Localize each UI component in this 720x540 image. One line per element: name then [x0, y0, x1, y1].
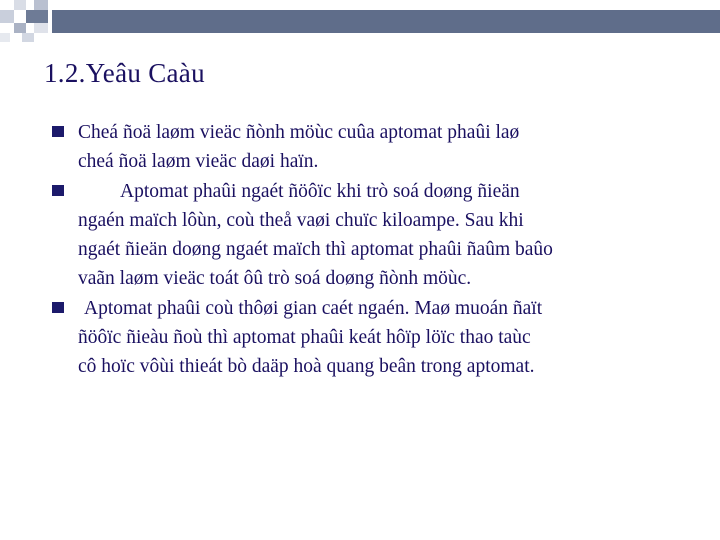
- bullet-line: ñöôïc ñieàu ñoù thì aptomat phaûi keát hôïp löïc thao taùc: [78, 327, 531, 348]
- bullet-line: Cheá ñoä laøm vieäc ñònh möùc cuûa aptomat phaûi laø: [78, 122, 520, 143]
- bullet-list: [50, 118, 690, 382]
- decor-square: [0, 10, 14, 23]
- header-bar: [52, 10, 720, 33]
- decor-square: [14, 23, 26, 33]
- square-bullet-icon: [52, 302, 64, 313]
- decor-square: [34, 0, 48, 10]
- bullet-line: vaãn laøm vieäc toát ôû trò soá doøng ñònh möùc.: [78, 268, 472, 289]
- decor-square: [0, 33, 10, 42]
- bullet-line: ngaét ñieän doøng ngaét maïch thì aptomat phaûi ñaûm baûo: [78, 239, 553, 260]
- bullet-line: cheá ñoä laøm vieäc daøi haïn.: [78, 151, 319, 172]
- bullet-item: [50, 177, 690, 293]
- square-bullet-icon: [52, 126, 64, 137]
- bullet-line: cô hoïc vôùi thieát bò daäp hoà quang beân trong aptomat.: [78, 356, 535, 377]
- bullet-item: [50, 118, 690, 176]
- decor-square: [34, 23, 48, 33]
- bullet-line: Aptomat phaûi coù thôøi gian caét ngaén. Maø muoán ñaït: [84, 298, 543, 319]
- decor-square: [14, 0, 26, 10]
- bullet-line: Aptomat phaûi ngaét ñöôïc khi trò soá doøng ñieän: [120, 181, 520, 202]
- bullet-line: ngaén maïch lôùn, coù theå vaøi chuïc kiloampe. Sau khi: [78, 210, 524, 231]
- header-decoration: [0, 0, 720, 50]
- slide-title: 1.2.Yeâu Caàu: [44, 58, 205, 88]
- bullet-item: [50, 294, 690, 381]
- decor-square: [22, 33, 34, 42]
- decor-square: [26, 10, 48, 23]
- square-bullet-icon: [52, 185, 64, 196]
